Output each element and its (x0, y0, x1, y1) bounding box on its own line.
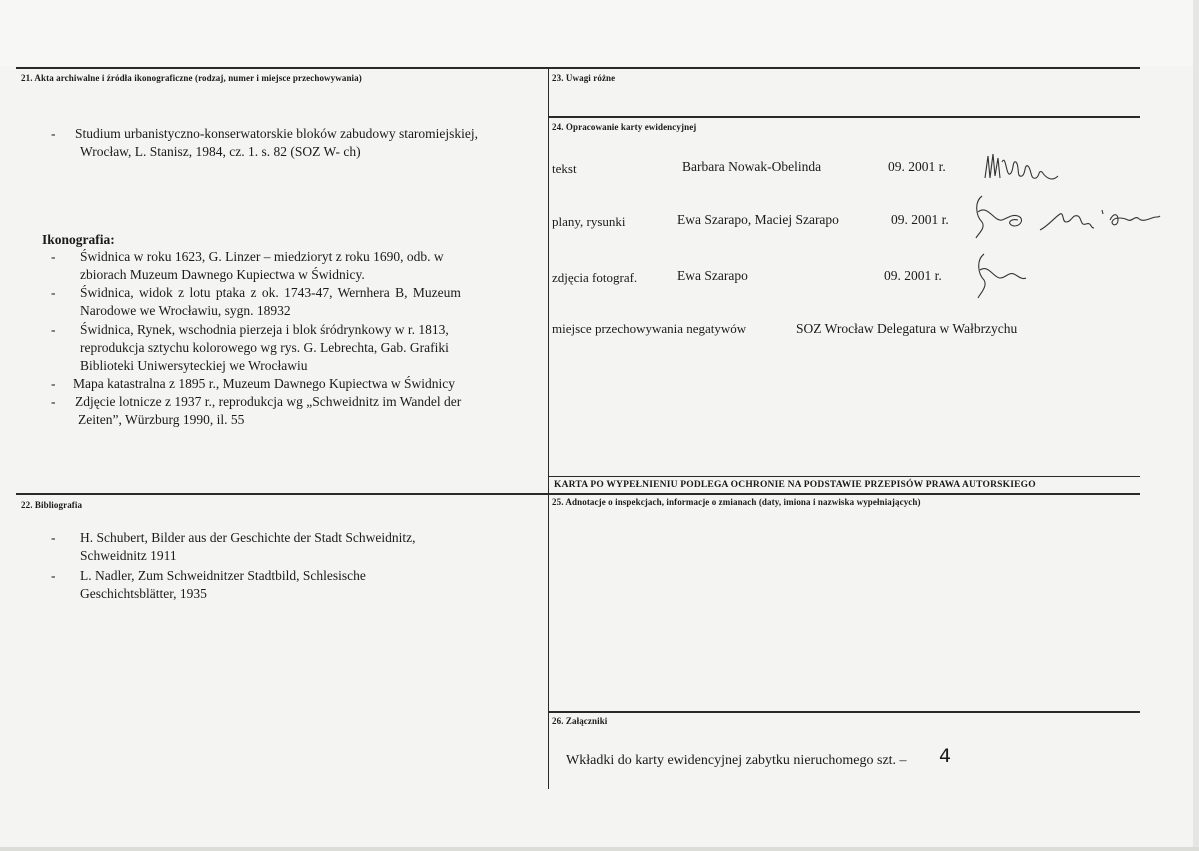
ikono-bullet: - (51, 322, 56, 337)
biblio-item-1-line-1: H. Schubert, Bilder aus der Geschichte der Stadt Schweidnitz, (80, 530, 416, 545)
bottom-edge (0, 847, 1199, 851)
ikono-item-2-line-1: Świdnica, widok z lotu ptaka z ok. 1743-47, Wernhera B, Muzeum (80, 285, 461, 300)
ikonografia-heading: Ikonografia: (42, 232, 115, 247)
archival-line-2: Wrocław, L. Stanisz, 1984, cz. 1. s. 82 (SOZ W- ch) (80, 144, 361, 159)
section-26-header: 26. Załączniki (552, 716, 608, 726)
row-tekst-name: Barbara Nowak-Obelinda (682, 159, 822, 174)
ikono-item-5-line-2: Zeiten”, Würzburg 1990, il. 55 (78, 412, 245, 427)
ikono-bullet: - (51, 249, 56, 264)
center-divider (548, 67, 549, 789)
row-plany-name: Ewa Szarapo, Maciej Szarapo (677, 212, 839, 227)
row-tekst-date: 09. 2001 r. (888, 159, 946, 174)
negatives-label: miejsce przechowywania negatywów (552, 321, 747, 336)
attachments-count: 4 (939, 745, 952, 767)
copyright-notice: KARTA PO WYPEŁNIENIU PODLEGA OCHRONIE NA PODSTAWIE PRZEPISÓW PRAWA AUTORSKIEGO (554, 480, 1036, 490)
ikono-bullet: - (51, 285, 56, 300)
section-22-header: 22. Bibliografia (21, 500, 83, 510)
rule-21-22 (16, 493, 1140, 495)
right-edge (1193, 0, 1199, 851)
archival-bullet: - (51, 126, 56, 141)
ikono-item-1-line-1-text: Świdnica w roku 1623, G. Linzer – miedzioryt z roku 1690, odb. w (80, 249, 444, 264)
biblio-item-2-line-2: Geschichtsblätter, 1935 (80, 586, 207, 601)
signature-plans-authors (968, 192, 1163, 242)
rule-25-26 (548, 711, 1140, 713)
ikono-item-5-line-1: Zdjęcie lotnicze z 1937 r., reprodukcja wg „Schweidnitz im Wandel der (75, 394, 462, 409)
negatives-value: SOZ Wrocław Delegatura w Wałbrzychu (796, 321, 1018, 336)
row-zdjecia-label: zdjęcia fotograf. (552, 270, 638, 285)
section-23-header: 23. Uwagi różne (552, 73, 616, 83)
row-zdjecia-name: Ewa Szarapo (677, 268, 748, 283)
row-plany-label: plany, rysunki (552, 214, 626, 229)
rule-23-24 (548, 116, 1140, 118)
top-rule (16, 67, 1140, 69)
row-zdjecia-date: 09. 2001 r. (884, 268, 942, 283)
section-24-header: 24. Opracowanie karty ewidencyjnej (552, 122, 697, 132)
archival-line-1: Studium urbanistyczno-konserwatorskie bloków zabudowy staromiejskiej, (75, 126, 479, 141)
ikono-item-3-line-3: Biblioteki Uniwersyteckiej we Wrocławiu (80, 358, 308, 373)
biblio-bullet: - (51, 530, 56, 545)
row-plany-date: 09. 2001 r. (891, 212, 949, 227)
biblio-item-1-line-2: Schweidnitz 1911 (80, 548, 177, 563)
rule-notice (548, 476, 1140, 477)
ikono-bullet: - (51, 394, 56, 409)
top-margin (0, 0, 1199, 66)
biblio-item-2-line-1: L. Nadler, Zum Schweidnitzer Stadtbild, Schlesische (80, 568, 366, 583)
signature-photos-author (970, 250, 1030, 302)
ikono-item-4-line-1: Mapa katastralna z 1895 r., Muzeum Dawnego Kupiectwa w Świdnicy (73, 376, 456, 391)
biblio-bullet: - (51, 568, 56, 583)
row-tekst-label: tekst (552, 161, 577, 176)
section-21-header: 21. Akta archiwalne i źródła ikonograficzne (rodzaj, numer i miejsce przechowywania) (21, 73, 362, 83)
signature-text-author (982, 148, 1067, 190)
section-25-header: 25. Adnotacje o inspekcjach, informacje o zmianach (daty, imiona i nazwiska wypełniających) (552, 497, 921, 507)
ikono-item-2-line-2: Narodowe we Wrocławiu, sygn. 18932 (80, 303, 291, 318)
attachments-text: Wkładki do karty ewidencyjnej zabytku nieruchomego szt. – (566, 753, 907, 768)
ikono-item-1-line-1 (80, 248, 542, 266)
ikono-item-1-line-2: zbiorach Muzeum Dawnego Kupiectwa w Świdnicy. (80, 267, 365, 282)
ikono-bullet: - (51, 376, 56, 391)
ikono-item-3-line-2: reprodukcja sztychu kolorowego wg rys. G. Lebrechta, Gab. Grafiki (80, 340, 449, 355)
ikono-item-3-line-1: Świdnica, Rynek, wschodnia pierzeja i blok śródrynkowy w r. 1813, (80, 322, 449, 337)
